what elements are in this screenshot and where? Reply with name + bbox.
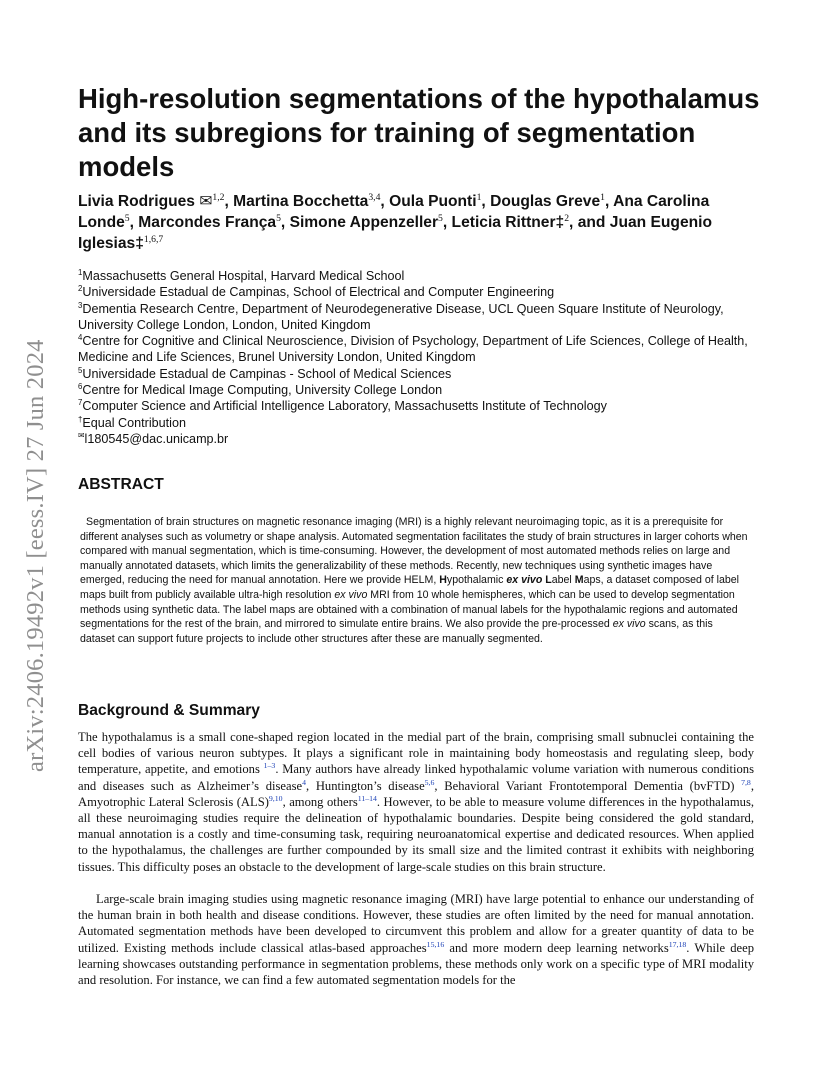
paper-title: High-resolution segmentations of the hypothalamus and its subregions for training of segmentation models bbox=[78, 83, 760, 182]
equal-contribution-mark: ‡ bbox=[555, 214, 565, 231]
text-run: The hypothalamus is a small cone-shaped region located in the medial part of the brain, comprising small subnuclei containing the cell bodies of various neuron subtypes. It plays a significant role in maintaining body homeostasis and regulating sleep, body temperature, appetite, and emotions bbox=[78, 730, 754, 777]
author-separator: , bbox=[224, 193, 234, 210]
text-run: aps, a dataset composed of label maps built from publicly available ultra-high resolution bbox=[80, 574, 740, 601]
affiliation-marker: 1 bbox=[476, 191, 482, 203]
author-name: Leticia Rittner bbox=[451, 214, 556, 231]
bold-text: H bbox=[439, 574, 447, 587]
citation-link[interactable]: 9,10 bbox=[268, 793, 283, 803]
background-heading: Background & Summary bbox=[78, 702, 260, 719]
affiliation-text: Centre for Cognitive and Clinical Neuroscience, Division of Psychology, Department of Life Sciences, College of Health, Medicine and Life Sciences, Brunel University London, United Kingdom bbox=[78, 334, 748, 365]
affiliation-marker: 1,2 bbox=[212, 191, 225, 203]
italic-text: ex vivo bbox=[612, 618, 646, 631]
affiliation-marker: 7 bbox=[78, 398, 83, 408]
affiliation-marker: 2 bbox=[564, 212, 570, 224]
citation-link[interactable]: 11–14 bbox=[357, 793, 377, 803]
text-run: MRI from 10 whole hemispheres, which can be used to develop segmentation methods using synthetic data. The label maps are obtained with a combination of manual labels for the hypothalamic regions and automated segmentations for the rest of the brain, and mirrored to simulate entire brains. We also provide the pre-processed bbox=[80, 588, 738, 631]
affiliation-text: l180545@dac.unicamp.br bbox=[84, 431, 229, 446]
affiliation-marker: 6 bbox=[78, 381, 83, 391]
affiliation-text: Universidade Estadual de Campinas - School of Medical Sciences bbox=[82, 366, 452, 381]
affiliation-text: Universidade Estadual de Campinas, School of Electrical and Computer Engineering bbox=[82, 285, 555, 300]
author-name: Douglas Greve bbox=[490, 193, 601, 210]
text-run: . Many authors have already linked hypothalamic volume variation with numerous conditions and diseases such as Alzheimer’s disease bbox=[78, 762, 755, 793]
author-name: Martina Bocchetta bbox=[233, 193, 369, 210]
affiliation-item bbox=[78, 333, 768, 366]
affiliation-marker: 5 bbox=[276, 212, 281, 224]
author-separator: , bbox=[380, 193, 390, 210]
text-run: ypothalamic bbox=[446, 574, 507, 587]
bold-text: M bbox=[574, 574, 584, 587]
envelope-icon: ✉ bbox=[199, 193, 213, 210]
affiliation-marker: 1,6,7 bbox=[143, 233, 164, 245]
text-run: scans, as this dataset can support future projects to include other structures after these are manually segmented. bbox=[80, 618, 713, 645]
affiliation-text: Computer Science and Artificial Intelligence Laboratory, Massachusetts Institute of Technology bbox=[82, 399, 607, 414]
abstract-heading: ABSTRACT bbox=[78, 476, 164, 493]
text-run: . However, to be able to measure volume differences in the hypothalamus, all these neuroimaging studies require the delineation of hypothalamic boundaries. Despite being considered the gold standard, manual annotation is a costly and time-consuming task, requiring neuroanatomical expertise and dedicated resources. When applied to the hypothalamus, the challenges are further compounded by its small size and the limited contrast it exhibits with neighboring tissues. This difficulty poses an obstacle to the development of large-scale studies on this brain structure. bbox=[78, 794, 754, 874]
affiliation-marker: 5 bbox=[438, 212, 443, 224]
citation-link[interactable]: 15,16 bbox=[426, 939, 445, 949]
affiliation-marker: 3 bbox=[78, 300, 83, 310]
bold-text: L bbox=[545, 574, 552, 587]
affiliation-text: Equal Contribution bbox=[82, 415, 186, 430]
affiliation-marker: ✉ bbox=[78, 430, 85, 440]
affiliation-marker: 3,4 bbox=[368, 191, 381, 203]
citation-link[interactable]: 4 bbox=[302, 777, 307, 787]
citation-link[interactable]: 7,8 bbox=[741, 777, 751, 787]
affiliation-marker: 1 bbox=[600, 191, 605, 203]
affiliation-list bbox=[78, 268, 768, 447]
text-run: , Huntington’s disease bbox=[306, 778, 425, 793]
affiliation-item bbox=[78, 431, 768, 447]
author-list bbox=[78, 191, 768, 254]
author-separator: , bbox=[280, 214, 290, 231]
affiliation-item bbox=[78, 284, 768, 300]
author-name: Ana Carolina Londe bbox=[78, 193, 710, 231]
author-name: Marcondes França bbox=[138, 214, 277, 231]
citation-link[interactable]: 1–3 bbox=[263, 761, 276, 771]
author-name: Livia Rodrigues bbox=[78, 193, 200, 210]
author-separator: , bbox=[129, 214, 139, 231]
author-separator: , and bbox=[569, 214, 610, 231]
text-run: and more modern deep learning networks bbox=[444, 940, 669, 955]
affiliation-text: Dementia Research Centre, Department of Neurodegenerative Disease, UCL Queen Square Institute of Neurology, University College London, London, United Kingdom bbox=[78, 301, 724, 332]
affiliation-marker: 2 bbox=[78, 284, 83, 294]
affiliation-item bbox=[78, 382, 768, 398]
text-run: Segmentation of brain structures on magnetic resonance imaging (MRI) is a highly relevant neuroimaging topic, as it is a prerequisite for different analyses such as volumetry or shape analysis. Automated segmentation facilitates the study of brain structures in larger cohorts when compared with manual segmentation, which is time-consuming. However, the development of most automated methods relies on large and manually annotated datasets, which limits the generalizability of these methods. Recently, new techniques using synthetic images have emerged, reducing the need for manual annotation. Here we provide HELM, bbox=[80, 516, 748, 587]
author-separator: , bbox=[442, 214, 452, 231]
affiliation-item bbox=[78, 366, 768, 382]
text-run: Large-scale brain imaging studies using magnetic resonance imaging (MRI) have large potential to enhance our understanding of the human brain in both health and disease conditions. However, these studies are often limited by the need for manual annotation. Automated segmentation methods have been developed to circumvent this problem and allow for a greater quantity of data to be utilized. Existing methods include classical atlas-based approaches bbox=[78, 892, 754, 955]
text-run: , Behavioral Variant Frontotemporal Dementia (bvFTD) bbox=[434, 778, 742, 793]
citation-link[interactable]: 17,18 bbox=[668, 939, 687, 949]
author-separator: , bbox=[604, 193, 614, 210]
affiliation-item bbox=[78, 398, 768, 414]
text-run: , among others bbox=[282, 794, 358, 809]
affiliation-marker: 5 bbox=[124, 212, 130, 224]
author-name: Juan Eugenio Iglesias bbox=[78, 214, 713, 252]
text-run: , Amyotrophic Lateral Sclerosis (ALS) bbox=[78, 778, 754, 809]
affiliation-item bbox=[78, 268, 768, 284]
citation-link[interactable]: 5,6 bbox=[424, 777, 435, 787]
affiliation-marker: 1 bbox=[78, 267, 83, 277]
text-run: abel bbox=[551, 574, 575, 587]
author-name: Simone Appenzeller bbox=[289, 214, 439, 231]
author-separator: , bbox=[481, 193, 491, 210]
author-name: Oula Puonti bbox=[389, 193, 477, 210]
equal-contribution-mark: ‡ bbox=[135, 235, 144, 252]
body-paragraph bbox=[78, 891, 754, 988]
affiliation-marker: 5 bbox=[78, 365, 83, 375]
affiliation-marker: † bbox=[78, 414, 83, 424]
arxiv-identifier: arXiv:2406.19492v1 [eess.IV] 27 Jun 2024 bbox=[22, 339, 49, 772]
italic-text: ex vivo bbox=[334, 588, 368, 601]
affiliation-marker: 4 bbox=[78, 333, 83, 342]
body-paragraph bbox=[78, 729, 754, 875]
affiliation-text: Massachusetts General Hospital, Harvard Medical School bbox=[82, 269, 405, 283]
affiliation-item bbox=[78, 415, 768, 431]
affiliation-item bbox=[78, 301, 768, 334]
abstract-body bbox=[80, 515, 750, 646]
affiliation-text: Centre for Medical Image Computing, University College London bbox=[82, 383, 443, 398]
text-run: . While deep learning showcases outstanding performance in segmentation problems, these methods only work on a specific type of MRI modality and resolution. For instance, we can find a few automated segmentation models for the bbox=[78, 940, 755, 988]
bold-italic-text: ex vivo bbox=[506, 574, 543, 587]
